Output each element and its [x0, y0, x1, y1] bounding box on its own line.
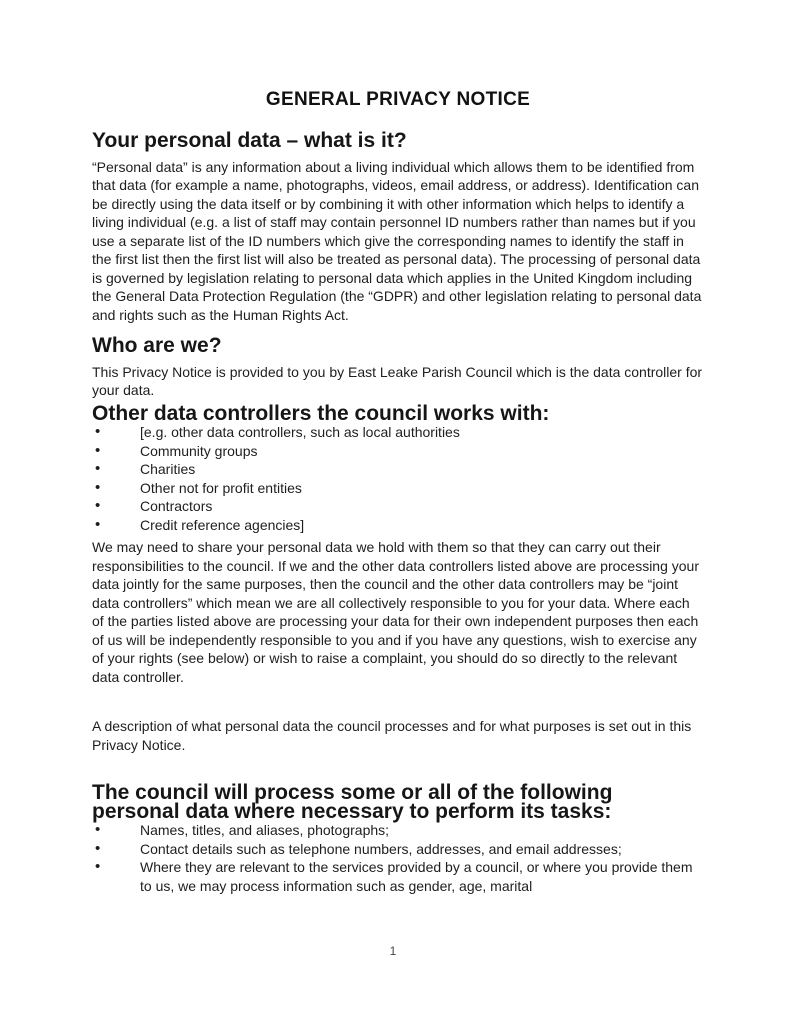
page-number: 1 — [389, 944, 397, 958]
section-heading-who-are-we: Who are we? — [92, 334, 222, 357]
list-item: • Contractors — [92, 497, 704, 516]
list-item: • Community groups — [92, 442, 704, 461]
section-heading-other-controllers: Other data controllers the council works with: — [92, 401, 550, 425]
personal-data-types-list — [92, 821, 704, 895]
page-title: GENERAL PRIVACY NOTICE — [265, 89, 531, 110]
list-item: • Contact details such as telephone numbers, addresses, and email addresses; — [92, 840, 704, 859]
list-item: • Credit reference agencies] — [92, 516, 704, 535]
list-item: • Names, titles, and aliases, photographs; — [92, 821, 704, 840]
list-item: • Where they are relevant to the services provided by a council, or where you provide them to us, we may process information such as gender, age, marital — [92, 858, 704, 895]
list-item: • Other not for profit entities — [92, 479, 704, 498]
other-controllers-list — [92, 423, 704, 534]
section-heading-personal-data: Your personal data – what is it? — [92, 129, 407, 152]
paragraph-personal-data: “Personal data” is any information about a living individual which allows them to be identified from that data (for example a name, photographs, videos, email address, or address). Identification can be directly using the data itself or by combining it with other information which helps to identify a living individual (e.g. a list of staff may contain personnel ID numbers rather than names but if you use a separate list of the ID numbers which give the corresponding names to identify the staff in the first list then the first list will also be treated as personal data). The processing of personal data is governed by legislation relating to personal data which applies in the United Kingdom including the General Data Protection Regulation (the “GDPR) and other legislation relating to personal data and rights such as the Human Rights Act. — [92, 158, 702, 323]
list-item: • Charities — [92, 460, 704, 479]
paragraph-who-are-we: This Privacy Notice is provided to you by East Leake Parish Council which is the data controller for your data. — [92, 363, 703, 398]
section-heading-will-process: The council will process some or all of the following personal data where necessary to perform its tasks: — [92, 781, 613, 823]
list-item: • [e.g. other data controllers, such as local authorities — [92, 423, 704, 442]
paragraph-data-sharing: We may need to share your personal data we hold with them so that they can carry out their responsibilities to the council. If we and the other data controllers listed above are processing your data jointly for the same purposes, then the council and the other data controllers may be “joint data controllers” which mean we are all collectively responsible to you for your data. Where each of the parties listed above are processing your data for their own independent purposes then each of us will be independently responsible to you and if you have any questions, wish to exercise any of your rights (see below) or wish to raise a complaint, you should do so directly to the relevant data controller. — [92, 539, 700, 685]
paragraph-description: A description of what personal data the council processes and for what purposes is set out in this Privacy Notice. — [92, 718, 692, 753]
